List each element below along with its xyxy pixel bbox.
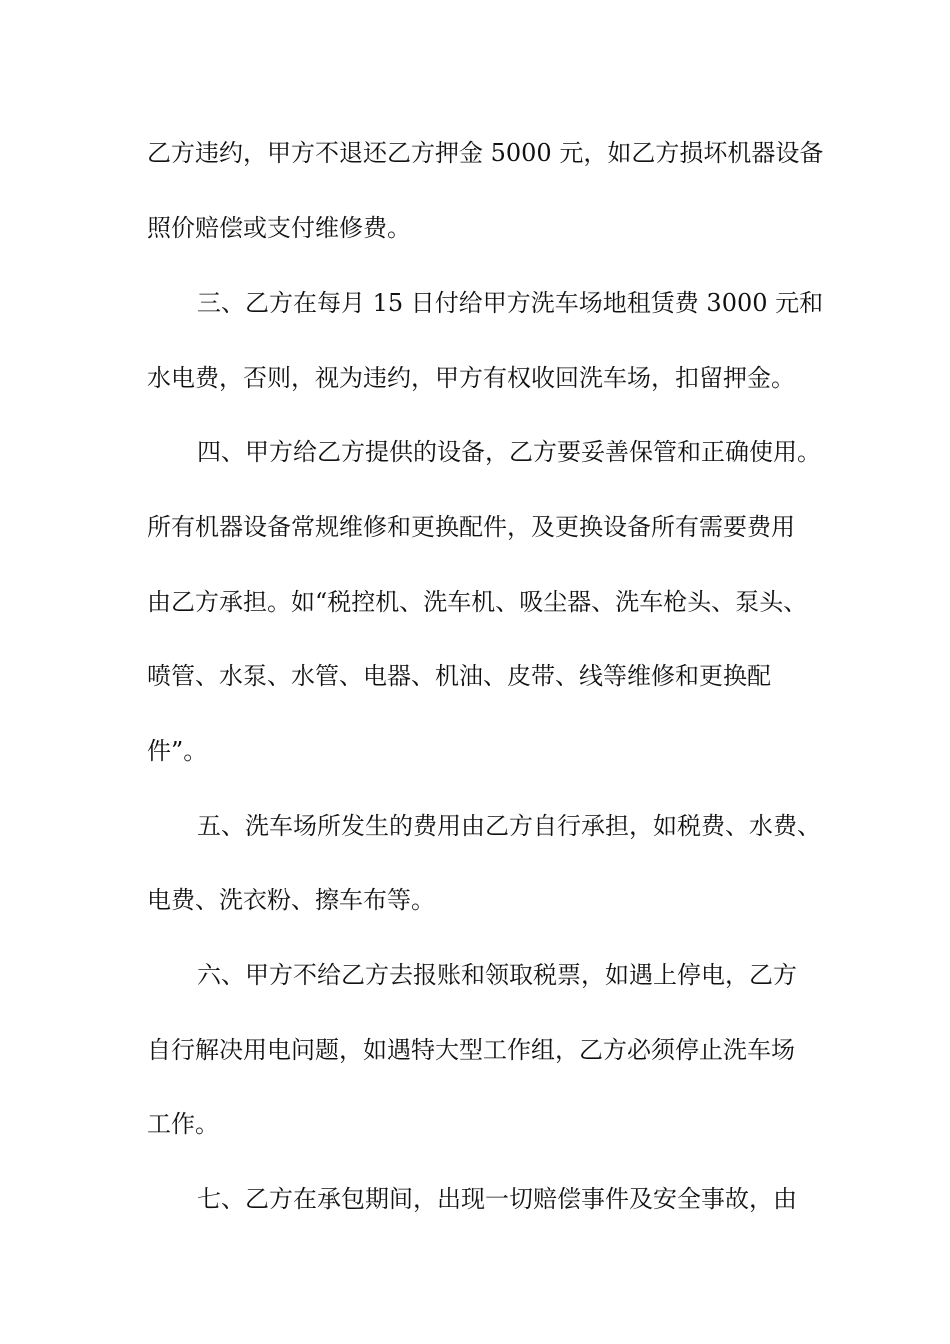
text-line-content: 三、乙方在每月 15 日付给甲方洗车场地租赁费 3000 元和 bbox=[197, 289, 824, 317]
text-line-content: 电费、洗衣粉、擦车布等。 bbox=[147, 886, 435, 914]
text-line-content: 所有机器设备常规维修和更换配件，及更换设备所有需要费用 bbox=[147, 513, 795, 541]
text-line bbox=[0, 955, 950, 995]
text-line bbox=[0, 656, 950, 696]
text-line-content: 乙方违约，甲方不退还乙方押金 5000 元，如乙方损坏机器设备 bbox=[147, 139, 824, 167]
text-line-content: 工作。 bbox=[147, 1110, 219, 1138]
text-line bbox=[0, 1030, 950, 1070]
text-line bbox=[0, 507, 950, 547]
text-line-content: 件”。 bbox=[147, 737, 208, 765]
text-line bbox=[0, 208, 950, 248]
text-line bbox=[0, 283, 950, 323]
text-line-content: 七、乙方在承包期间，出现一切赔偿事件及安全事故，由 bbox=[197, 1185, 797, 1213]
text-line bbox=[0, 582, 950, 622]
text-line bbox=[0, 731, 950, 771]
text-line bbox=[0, 806, 950, 846]
text-line bbox=[0, 880, 950, 920]
text-line-content: 六、甲方不给乙方去报账和领取税票，如遇上停电，乙方 bbox=[197, 961, 797, 989]
text-line-content: 五、洗车场所发生的费用由乙方自行承担，如税费、水费、 bbox=[197, 812, 821, 840]
text-line-content: 由乙方承担。如“税控机、洗车机、吸尘器、洗车枪头、泵头、 bbox=[147, 588, 808, 616]
text-line-content: 喷管、水泵、水管、电器、机油、皮带、线等维修和更换配 bbox=[147, 662, 771, 690]
text-line-content: 四、甲方给乙方提供的设备，乙方要妥善保管和正确使用。 bbox=[197, 438, 821, 466]
text-line bbox=[0, 432, 950, 472]
text-line bbox=[0, 133, 950, 173]
text-line-content: 照价赔偿或支付维修费。 bbox=[147, 214, 411, 242]
text-line-content: 水电费，否则，视为违约，甲方有权收回洗车场，扣留押金。 bbox=[147, 364, 795, 392]
text-line bbox=[0, 1179, 950, 1219]
text-line bbox=[0, 1104, 950, 1144]
text-line bbox=[0, 358, 950, 398]
text-line-content: 自行解决用电问题，如遇特大型工作组，乙方必须停止洗车场 bbox=[147, 1036, 795, 1064]
